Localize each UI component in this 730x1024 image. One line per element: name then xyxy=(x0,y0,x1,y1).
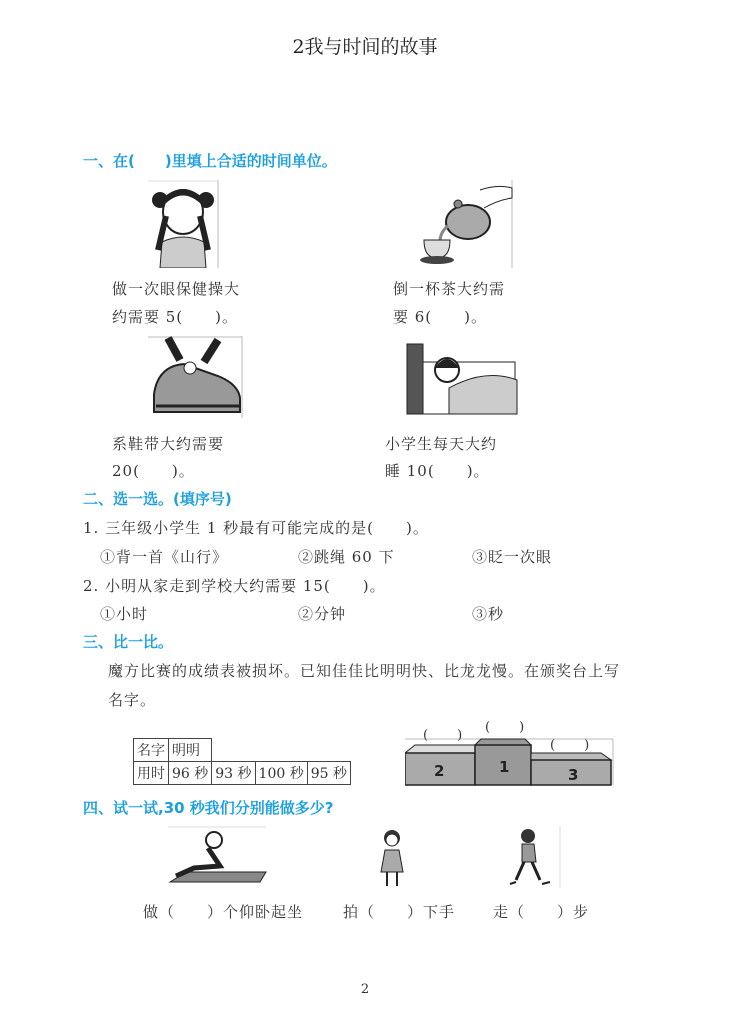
q1d-line2[interactable]: 睡 10( )。 xyxy=(385,462,490,480)
q2-1-option-2: ②跳绳 60 下 xyxy=(298,548,395,566)
section2-heading: 二、选一选。(填序号) xyxy=(83,490,232,508)
podium-blank-2nd[interactable]: ( ) xyxy=(423,728,464,743)
sleeping-child-illustration xyxy=(405,340,519,416)
q2-1-text[interactable]: 1. 三年级小学生 1 秒最有可能完成的是( )。 xyxy=(83,519,429,537)
section1-heading: 一、在( )里填上合适的时间单位。 xyxy=(83,152,337,170)
table-header-name: 名字 xyxy=(134,739,169,762)
section3-text-line1: 魔方比赛的成绩表被损坏。已知佳佳比明明快、比龙龙慢。在颁奖台上写 xyxy=(108,662,621,680)
clapping-girl-illustration xyxy=(375,826,409,888)
podium-label-2: 2 xyxy=(434,762,445,780)
teapot-illustration xyxy=(418,180,514,268)
page-title: 2我与时间的故事 xyxy=(292,36,438,58)
table-cell-mingming: 明明 xyxy=(169,739,212,762)
walking-boy-illustration xyxy=(500,826,562,888)
eye-exercise-illustration xyxy=(148,180,220,268)
table-cell: 95 秒 xyxy=(307,762,350,785)
q2-1-option-1: ①背一首《山行》 xyxy=(100,548,229,566)
sit-up-illustration xyxy=(168,826,268,886)
podium-label-1: 1 xyxy=(499,758,510,776)
q2-2-option-1: ①小时 xyxy=(100,605,149,623)
table-cell: 96 秒 xyxy=(169,762,212,785)
table-cell: 100 秒 xyxy=(255,762,307,785)
podium-blank-1st[interactable]: ( ) xyxy=(485,720,526,735)
q1d-line1: 小学生每天大约 xyxy=(385,435,498,453)
q2-2-option-3: ③秒 xyxy=(472,605,505,623)
page-number: 2 xyxy=(360,982,370,997)
podium-label-3: 3 xyxy=(568,766,579,784)
q2-2-text[interactable]: 2. 小明从家走到学校大约需要 15( )。 xyxy=(83,577,386,595)
q4-situps[interactable]: 做（ ）个仰卧起坐 xyxy=(143,903,304,921)
q1a-line1: 做一次眼保健操大 xyxy=(112,280,241,298)
q1c-line1: 系鞋带大约需要 xyxy=(112,435,225,453)
q4-clapping[interactable]: 拍（ ）下手 xyxy=(343,903,456,921)
score-table xyxy=(133,738,351,785)
section3-text-line2: 名字。 xyxy=(108,691,157,709)
tying-shoe-illustration xyxy=(148,336,244,418)
q1a-line2[interactable]: 约需要 5( )。 xyxy=(112,308,239,326)
q2-2-option-2: ②分钟 xyxy=(298,605,347,623)
q1c-line2[interactable]: 20( )。 xyxy=(112,462,195,480)
podium-blank-3rd[interactable]: ( ) xyxy=(550,738,591,753)
q4-walking[interactable]: 走（ ）步 xyxy=(493,903,590,921)
table-header-time: 用时 xyxy=(134,762,169,785)
q1b-line2[interactable]: 要 6( )。 xyxy=(393,308,488,326)
table-cell: 93 秒 xyxy=(212,762,255,785)
section4-heading: 四、试一试,30 秒我们分别能做多少? xyxy=(83,799,334,817)
q1b-line1: 倒一杯茶大约需 xyxy=(393,280,506,298)
section3-heading: 三、比一比。 xyxy=(83,633,174,651)
q2-1-option-3: ③眨一次眼 xyxy=(472,548,553,566)
